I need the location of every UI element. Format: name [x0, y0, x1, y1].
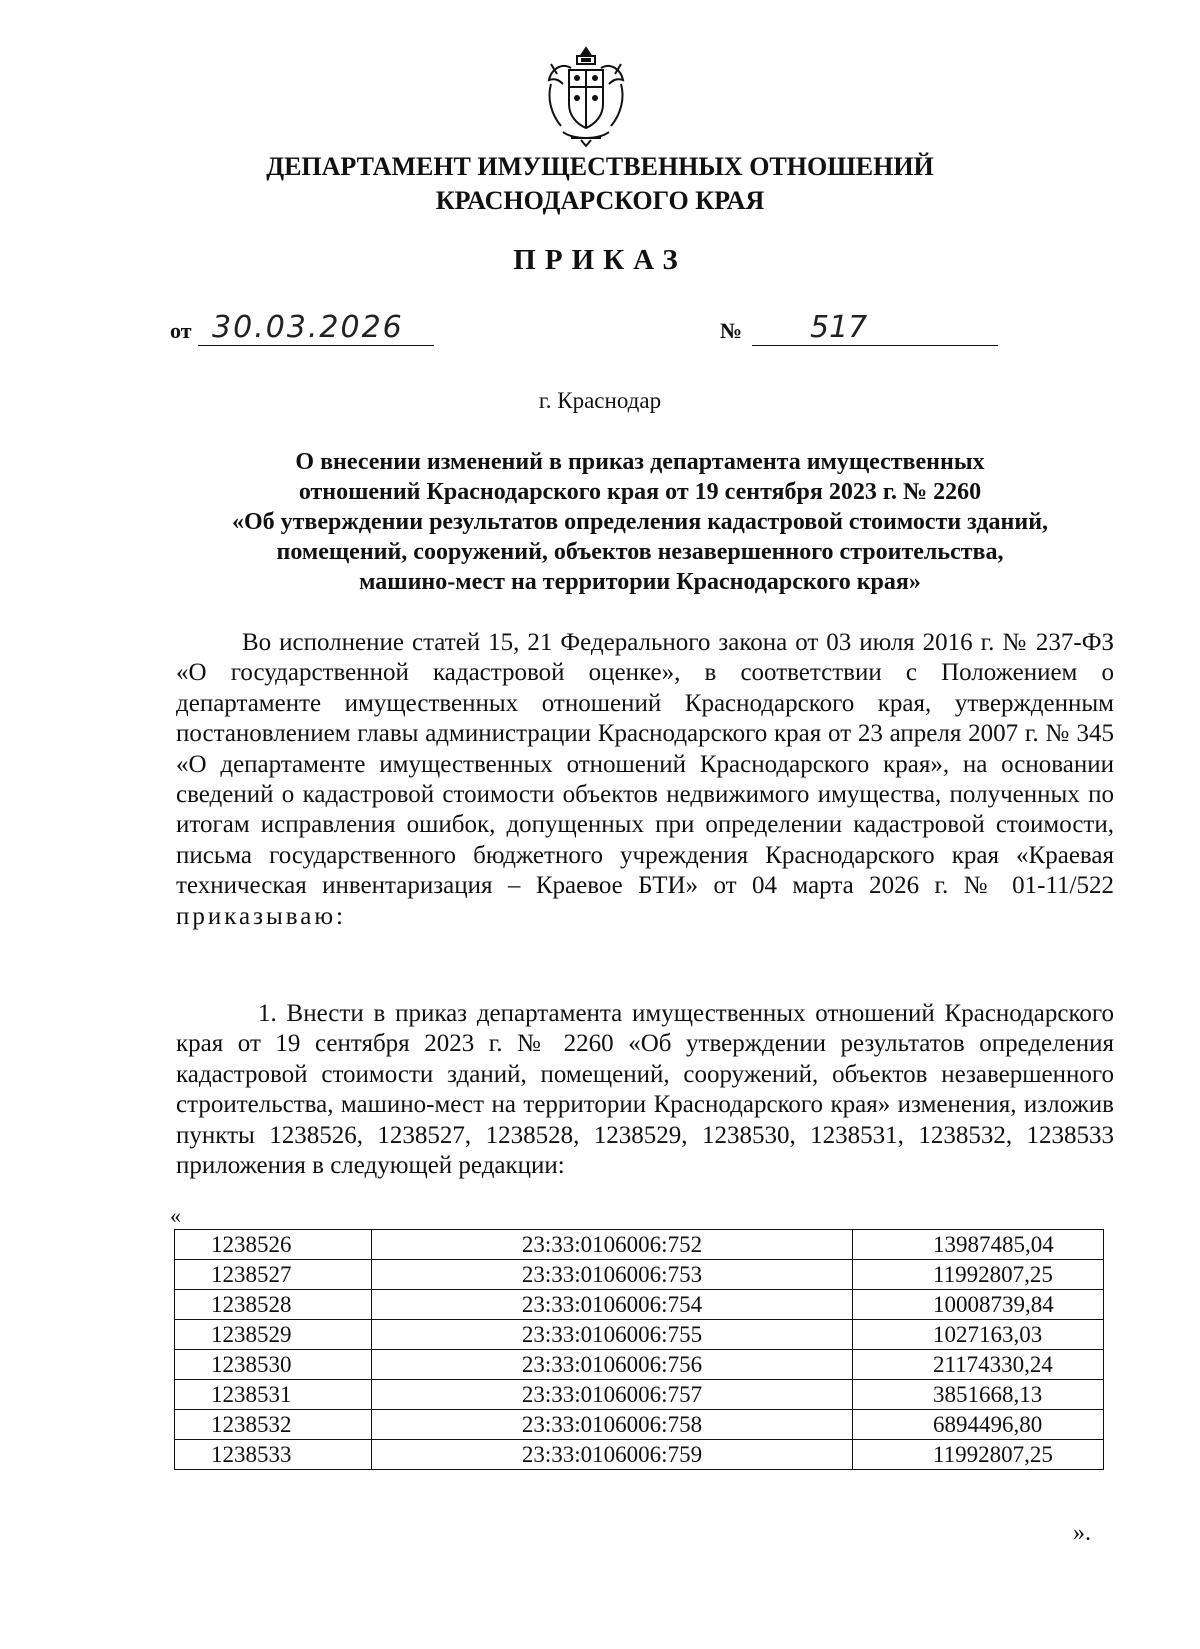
- cadastral-value: 1027163,03: [853, 1320, 1104, 1350]
- row-number: 1238527: [175, 1260, 372, 1290]
- row-number: 1238526: [175, 1230, 372, 1260]
- department-line-2: КРАСНОДАРСКОГО КРАЯ: [435, 186, 765, 215]
- department-name: [0, 150, 1200, 218]
- cadastral-number: 23:33:0106006:757: [372, 1380, 853, 1410]
- coat-of-arms-emblem: [541, 44, 631, 148]
- row-number: 1238530: [175, 1350, 372, 1380]
- table-row: [175, 1230, 1104, 1260]
- order-heading: [170, 447, 1110, 597]
- cadastral-number: 23:33:0106006:754: [372, 1290, 853, 1320]
- date-label: от: [170, 318, 192, 343]
- table-row: [175, 1260, 1104, 1290]
- preamble-text: Во исполнение статей 15, 21 Федерального закона от 03 июля 2016 г. № 237-ФЗ «О государственной кадастровой оценке», в соответствии с Положением о департаменте имущественных отношений Краснодарского края, утвержденным постановлением главы администрации Краснодарского края от 23 апреля 2007 г. № 345 «О департаменте имущественных отношений Краснодарского края», на основании сведений о кадастровой стоимости объектов недвижимого имущества, полученных по итогам исправления ошибок, допущенных при определении кадастровой стоимости, письма государственного бюджетного учреждения Краснодарского края «Краевая техническая инвентаризация – Краевое БТИ» от 04 марта 2026 г. № 01-11/522: [176, 629, 1114, 900]
- handwritten-date: 30.03.2026: [212, 310, 404, 345]
- clause-1-paragraph: 1. Внести в приказ департамента имущественных отношений Краснодарского края от 19 сентября 2023 г. № 2260 «Об утверждении результатов определения кадастровой стоимости зданий, помещений, сооружений, объектов незавершенного строительства, машино-мест на территории Краснодарского края» изменения, изложив пункты 1238526, 1238527, 1238528, 1238529, 1238530, 1238531, 1238532, 1238533 приложения в следующей редакции:: [176, 1000, 1114, 1180]
- row-number: 1238532: [175, 1410, 372, 1440]
- heading-line-3: «Об утверждении результатов определения кадастровой стоимости зданий,: [231, 509, 1049, 535]
- table-row: [175, 1290, 1104, 1320]
- heading-line-1: О внесении изменений в приказ департамента имущественных: [295, 449, 985, 475]
- row-number: 1238533: [175, 1440, 372, 1470]
- table-row: [175, 1350, 1104, 1380]
- cadastral-number: 23:33:0106006:758: [372, 1410, 853, 1440]
- cadastral-value: 3851668,13: [853, 1380, 1104, 1410]
- order-word: приказываю:: [176, 902, 346, 930]
- heading-line-2: отношений Краснодарского края от 19 сентября 2023 г. № 2260: [298, 479, 982, 505]
- quote-close: ».: [1073, 1520, 1091, 1546]
- row-number: 1238531: [175, 1380, 372, 1410]
- quote-open: «: [170, 1203, 181, 1228]
- department-line-1: ДЕПАРТАМЕНТ ИМУЩЕСТВЕННЫХ ОТНОШЕНИЙ: [266, 152, 934, 181]
- cadastral-value: 6894496,80: [853, 1410, 1104, 1440]
- row-number: 1238529: [175, 1320, 372, 1350]
- cadastral-value: 10008739,84: [853, 1290, 1104, 1320]
- number-label: №: [720, 318, 743, 343]
- cadastral-value: 11992807,25: [853, 1260, 1104, 1290]
- city-name: г. Краснодар: [538, 388, 662, 413]
- cadastral-number: 23:33:0106006:753: [372, 1260, 853, 1290]
- table-row: [175, 1380, 1104, 1410]
- cadastral-value: 13987485,04: [853, 1230, 1104, 1260]
- row-number: 1238528: [175, 1290, 372, 1320]
- cadastral-number: 23:33:0106006:755: [372, 1320, 853, 1350]
- heading-line-5: машино-мест на территории Краснодарского края»: [359, 569, 921, 595]
- cadastral-value: 21174330,24: [853, 1350, 1104, 1380]
- cadastral-number: 23:33:0106006:756: [372, 1350, 853, 1380]
- cadastral-value-table: [174, 1229, 1104, 1470]
- number-underline: [752, 345, 998, 346]
- table-row: [175, 1440, 1104, 1470]
- document-type-title: ПРИКАЗ: [513, 244, 687, 276]
- handwritten-number: 517: [810, 310, 868, 345]
- table-row: [175, 1320, 1104, 1350]
- preamble-paragraph: [176, 628, 1114, 932]
- cadastral-value: 11992807,25: [853, 1440, 1104, 1470]
- table-row: [175, 1410, 1104, 1440]
- cadastral-number: 23:33:0106006:752: [372, 1230, 853, 1260]
- heading-line-4: помещений, сооружений, объектов незавершенного строительства,: [276, 539, 1004, 565]
- cadastral-number: 23:33:0106006:759: [372, 1440, 853, 1470]
- date-underline: [198, 345, 434, 346]
